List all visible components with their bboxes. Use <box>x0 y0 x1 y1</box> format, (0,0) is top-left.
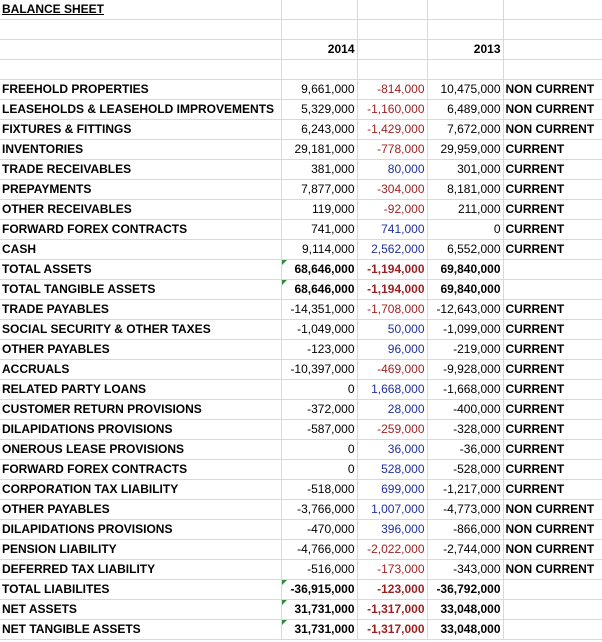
change-cell[interactable]: -173,000 <box>357 560 427 580</box>
table-row <box>0 280 602 300</box>
change-cell[interactable]: -2,022,000 <box>357 540 427 560</box>
change-cell[interactable]: -469,000 <box>357 360 427 380</box>
classification-cell[interactable]: CURRENT <box>503 140 602 160</box>
value-2013-cell[interactable]: 10,475,000 <box>427 80 503 100</box>
classification-cell[interactable] <box>503 260 602 280</box>
value-2013-cell[interactable]: 7,672,000 <box>427 120 503 140</box>
table-row <box>0 160 602 180</box>
empty-cell[interactable] <box>357 60 427 80</box>
table-row <box>0 500 602 520</box>
row-label[interactable]: CORPORATION TAX LIABILITY <box>0 480 281 500</box>
change-cell[interactable]: -1,194,000 <box>357 260 427 280</box>
value-2014-cell[interactable]: 7,877,000 <box>281 180 357 200</box>
change-cell[interactable]: 2,562,000 <box>357 240 427 260</box>
row-label[interactable]: TRADE PAYABLES <box>0 300 281 320</box>
classification-cell[interactable]: CURRENT <box>503 160 602 180</box>
classification-cell[interactable]: CURRENT <box>503 360 602 380</box>
value-2013-cell[interactable]: -12,643,000 <box>427 300 503 320</box>
empty-cell[interactable] <box>503 0 602 20</box>
change-cell[interactable]: -814,000 <box>357 80 427 100</box>
blank-row <box>0 60 602 80</box>
table-row <box>0 400 602 420</box>
row-label[interactable]: FORWARD FOREX CONTRACTS <box>0 220 281 240</box>
value-2013-cell[interactable]: -9,928,000 <box>427 360 503 380</box>
change-cell[interactable]: 36,000 <box>357 440 427 460</box>
row-label[interactable]: NET ASSETS <box>0 600 281 620</box>
row-label[interactable]: ACCRUALS <box>0 360 281 380</box>
row-label[interactable]: TRADE RECEIVABLES <box>0 160 281 180</box>
row-label[interactable]: FIXTURES & FITTINGS <box>0 120 281 140</box>
table-row <box>0 580 602 600</box>
value-2014-cell[interactable]: -372,000 <box>281 400 357 420</box>
blank-row <box>0 20 602 40</box>
header-row <box>0 40 602 60</box>
value-2014-cell[interactable]: 31,731,000 <box>281 600 357 620</box>
classification-cell[interactable]: NON CURRENT <box>503 100 602 120</box>
table-row <box>0 420 602 440</box>
table-row <box>0 200 602 220</box>
empty-cell[interactable] <box>357 20 427 40</box>
classification-cell[interactable]: CURRENT <box>503 380 602 400</box>
value-2014-cell[interactable]: -3,766,000 <box>281 500 357 520</box>
value-2014-cell[interactable]: -123,000 <box>281 340 357 360</box>
value-2013-cell[interactable]: 6,489,000 <box>427 100 503 120</box>
row-label[interactable]: RELATED PARTY LOANS <box>0 380 281 400</box>
classification-cell[interactable]: CURRENT <box>503 480 602 500</box>
value-2013-cell[interactable]: -1,668,000 <box>427 380 503 400</box>
change-cell[interactable]: 1,668,000 <box>357 380 427 400</box>
empty-cell[interactable] <box>281 20 357 40</box>
row-label[interactable]: TOTAL ASSETS <box>0 260 281 280</box>
value-2013-cell[interactable]: -1,099,000 <box>427 320 503 340</box>
value-2014-cell[interactable]: -587,000 <box>281 420 357 440</box>
value-2014-cell[interactable]: 9,661,000 <box>281 80 357 100</box>
classification-cell[interactable]: CURRENT <box>503 400 602 420</box>
value-2013-cell[interactable]: 33,048,000 <box>427 600 503 620</box>
table-row <box>0 480 602 500</box>
classification-cell[interactable]: NON CURRENT <box>503 540 602 560</box>
empty-cell[interactable] <box>503 40 602 60</box>
value-2014-cell[interactable]: 29,181,000 <box>281 140 357 160</box>
classification-cell[interactable]: CURRENT <box>503 420 602 440</box>
table-row <box>0 120 602 140</box>
classification-cell[interactable]: NON CURRENT <box>503 500 602 520</box>
value-2014-cell[interactable]: -10,397,000 <box>281 360 357 380</box>
value-2014-cell[interactable]: 9,114,000 <box>281 240 357 260</box>
row-label[interactable]: OTHER RECEIVABLES <box>0 200 281 220</box>
value-2014-cell[interactable]: 0 <box>281 460 357 480</box>
change-cell[interactable]: -1,194,000 <box>357 280 427 300</box>
table-row <box>0 180 602 200</box>
classification-cell[interactable]: CURRENT <box>503 240 602 260</box>
value-2014-cell[interactable]: 0 <box>281 380 357 400</box>
row-label[interactable]: OTHER PAYABLES <box>0 500 281 520</box>
value-2014-cell[interactable]: 741,000 <box>281 220 357 240</box>
value-2013-cell[interactable]: 29,959,000 <box>427 140 503 160</box>
value-2013-cell[interactable]: 0 <box>427 220 503 240</box>
table-row <box>0 540 602 560</box>
empty-cell[interactable] <box>427 60 503 80</box>
classification-cell[interactable] <box>503 600 602 620</box>
value-2013-cell[interactable]: -528,000 <box>427 460 503 480</box>
classification-cell[interactable] <box>503 580 602 600</box>
table-row <box>0 80 602 100</box>
value-2013-cell[interactable]: -36,000 <box>427 440 503 460</box>
classification-cell[interactable]: CURRENT <box>503 340 602 360</box>
empty-cell[interactable] <box>281 0 357 20</box>
value-2013-cell[interactable]: -4,773,000 <box>427 500 503 520</box>
change-cell[interactable]: -123,000 <box>357 580 427 600</box>
row-label[interactable]: FORWARD FOREX CONTRACTS <box>0 460 281 480</box>
classification-cell[interactable]: CURRENT <box>503 180 602 200</box>
value-2013-cell[interactable]: 6,552,000 <box>427 240 503 260</box>
table-row <box>0 140 602 160</box>
year-2013-header[interactable]: 2013 <box>427 40 503 60</box>
change-cell[interactable]: 28,000 <box>357 400 427 420</box>
change-cell[interactable]: -92,000 <box>357 200 427 220</box>
value-2014-cell[interactable]: 381,000 <box>281 160 357 180</box>
row-label[interactable]: CASH <box>0 240 281 260</box>
row-label[interactable]: FREEHOLD PROPERTIES <box>0 80 281 100</box>
change-cell[interactable]: 50,000 <box>357 320 427 340</box>
empty-cell[interactable] <box>357 40 427 60</box>
empty-cell[interactable] <box>0 40 281 60</box>
empty-cell[interactable] <box>0 60 281 80</box>
row-label[interactable]: INVENTORIES <box>0 140 281 160</box>
change-cell[interactable]: -778,000 <box>357 140 427 160</box>
empty-cell[interactable] <box>427 20 503 40</box>
value-2014-cell[interactable]: 6,243,000 <box>281 120 357 140</box>
value-2013-cell[interactable]: -2,744,000 <box>427 540 503 560</box>
table-row <box>0 100 602 120</box>
empty-cell[interactable] <box>357 0 427 20</box>
value-2014-cell[interactable]: -470,000 <box>281 520 357 540</box>
value-2013-cell[interactable]: 69,840,000 <box>427 280 503 300</box>
value-2014-cell[interactable]: 5,329,000 <box>281 100 357 120</box>
value-2013-cell[interactable]: -219,000 <box>427 340 503 360</box>
classification-cell[interactable] <box>503 280 602 300</box>
classification-cell[interactable]: NON CURRENT <box>503 120 602 140</box>
value-2014-cell[interactable]: 0 <box>281 440 357 460</box>
empty-cell[interactable] <box>0 20 281 40</box>
table-row <box>0 320 602 340</box>
classification-cell[interactable]: CURRENT <box>503 460 602 480</box>
table-row <box>0 340 602 360</box>
row-label[interactable]: LEASEHOLDS & LEASEHOLD IMPROVEMENTS <box>0 100 281 120</box>
table-row <box>0 380 602 400</box>
table-row <box>0 520 602 540</box>
classification-cell[interactable]: NON CURRENT <box>503 520 602 540</box>
row-label[interactable]: TOTAL TANGIBLE ASSETS <box>0 280 281 300</box>
classification-cell[interactable]: NON CURRENT <box>503 560 602 580</box>
change-cell[interactable]: -1,708,000 <box>357 300 427 320</box>
table-row <box>0 260 602 280</box>
change-cell[interactable]: 741,000 <box>357 220 427 240</box>
classification-cell[interactable] <box>503 620 602 640</box>
table-row <box>0 440 602 460</box>
year-2014-header[interactable]: 2014 <box>281 40 357 60</box>
table-row <box>0 560 602 580</box>
row-label[interactable]: DEFERRED TAX LIABILITY <box>0 560 281 580</box>
row-label[interactable]: PREPAYMENTS <box>0 180 281 200</box>
empty-cell[interactable] <box>281 60 357 80</box>
change-cell[interactable]: -1,429,000 <box>357 120 427 140</box>
empty-cell[interactable] <box>427 0 503 20</box>
value-2014-cell[interactable]: -14,351,000 <box>281 300 357 320</box>
row-label[interactable]: DILAPIDATIONS PROVISIONS <box>0 520 281 540</box>
change-cell[interactable]: -1,317,000 <box>357 620 427 640</box>
value-2013-cell[interactable]: 33,048,000 <box>427 620 503 640</box>
row-label[interactable]: DILAPIDATIONS PROVISIONS <box>0 420 281 440</box>
title-row <box>0 0 602 20</box>
value-2013-cell[interactable]: -328,000 <box>427 420 503 440</box>
change-cell[interactable]: 1,007,000 <box>357 500 427 520</box>
value-2014-cell[interactable]: -36,915,000 <box>281 580 357 600</box>
value-2013-cell[interactable]: 69,840,000 <box>427 260 503 280</box>
value-2013-cell[interactable]: -866,000 <box>427 520 503 540</box>
value-2013-cell[interactable]: -36,792,000 <box>427 580 503 600</box>
table-row <box>0 300 602 320</box>
value-2014-cell[interactable]: -516,000 <box>281 560 357 580</box>
classification-cell[interactable]: CURRENT <box>503 320 602 340</box>
change-cell[interactable]: -259,000 <box>357 420 427 440</box>
value-2013-cell[interactable]: -343,000 <box>427 560 503 580</box>
row-label[interactable]: TOTAL LIABILITES <box>0 580 281 600</box>
classification-cell[interactable]: CURRENT <box>503 440 602 460</box>
row-label[interactable]: ONEROUS LEASE PROVISIONS <box>0 440 281 460</box>
empty-cell[interactable] <box>503 20 602 40</box>
table-row <box>0 620 602 640</box>
value-2014-cell[interactable]: 31,731,000 <box>281 620 357 640</box>
row-label[interactable]: CUSTOMER RETURN PROVISIONS <box>0 400 281 420</box>
value-2013-cell[interactable]: 211,000 <box>427 200 503 220</box>
table-row <box>0 460 602 480</box>
value-2013-cell[interactable]: 8,181,000 <box>427 180 503 200</box>
change-cell[interactable]: 80,000 <box>357 160 427 180</box>
classification-cell[interactable]: NON CURRENT <box>503 80 602 100</box>
value-2014-cell[interactable]: 68,646,000 <box>281 260 357 280</box>
value-2014-cell[interactable]: 119,000 <box>281 200 357 220</box>
value-2013-cell[interactable]: -400,000 <box>427 400 503 420</box>
change-cell[interactable]: 396,000 <box>357 520 427 540</box>
table-row <box>0 360 602 380</box>
change-cell[interactable]: -1,317,000 <box>357 600 427 620</box>
empty-cell[interactable] <box>503 60 602 80</box>
table-row <box>0 240 602 260</box>
row-label[interactable]: NET TANGIBLE ASSETS <box>0 620 281 640</box>
classification-cell[interactable]: CURRENT <box>503 300 602 320</box>
row-label[interactable]: SOCIAL SECURITY & OTHER TAXES <box>0 320 281 340</box>
value-2014-cell[interactable]: -1,049,000 <box>281 320 357 340</box>
row-label[interactable]: PENSION LIABILITY <box>0 540 281 560</box>
value-2014-cell[interactable]: -4,766,000 <box>281 540 357 560</box>
classification-cell[interactable]: CURRENT <box>503 220 602 240</box>
change-cell[interactable]: 528,000 <box>357 460 427 480</box>
change-cell[interactable]: -304,000 <box>357 180 427 200</box>
change-cell[interactable]: 699,000 <box>357 480 427 500</box>
value-2013-cell[interactable]: -1,217,000 <box>427 480 503 500</box>
classification-cell[interactable]: CURRENT <box>503 200 602 220</box>
change-cell[interactable]: -1,160,000 <box>357 100 427 120</box>
sheet-title[interactable]: BALANCE SHEET <box>0 0 281 20</box>
table-row <box>0 600 602 620</box>
value-2014-cell[interactable]: 68,646,000 <box>281 280 357 300</box>
value-2014-cell[interactable]: -518,000 <box>281 480 357 500</box>
change-cell[interactable]: 96,000 <box>357 340 427 360</box>
row-label[interactable]: OTHER PAYABLES <box>0 340 281 360</box>
value-2013-cell[interactable]: 301,000 <box>427 160 503 180</box>
table-row <box>0 220 602 240</box>
